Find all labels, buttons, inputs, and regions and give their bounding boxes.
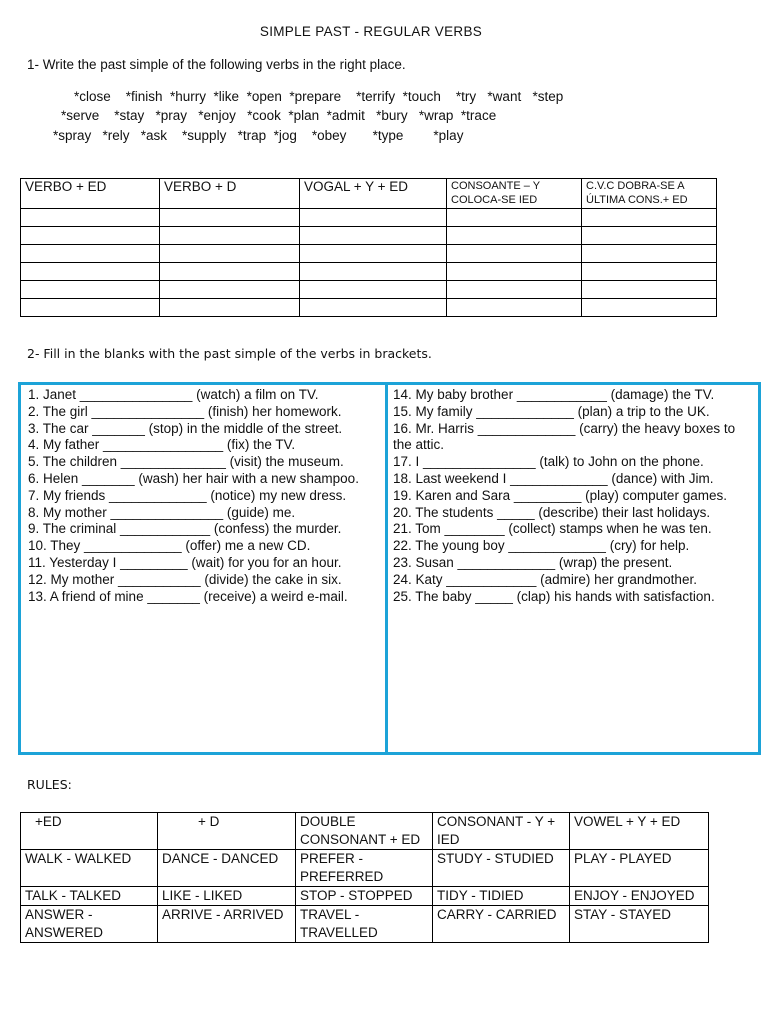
category-header-ed: VERBO + ED [21,179,160,209]
answer-cell[interactable] [582,299,717,317]
fill-blanks-box [18,382,761,755]
rules-cell: TALK - TALKED [21,887,158,906]
rules-label: RULES: [27,777,72,792]
answer-cell[interactable] [160,245,300,263]
exercise-item-20[interactable]: 20. The students _____ (describe) their last holidays. [393,504,711,520]
exercise-item-4[interactable]: 4. My father ________________ (fix) the TV. [28,437,296,453]
answer-cell[interactable] [21,263,160,281]
exercise-item-12[interactable]: 12. My mother ___________ (divide) the cake in six. [28,571,342,587]
exercise-item-11[interactable]: 11. Yesterday I _________ (wait) for you for an hour. [28,554,342,570]
answer-cell[interactable] [21,281,160,299]
exercise-item-8[interactable]: 8. My mother _______________ (guide) me. [28,504,296,520]
exercise-item-21[interactable]: 21. Tom ________ (collect) stamps when he was ten. [393,521,712,537]
rules-cell: STUDY - STUDIED [433,850,570,887]
answer-cell[interactable] [582,281,717,299]
verb-category-table [20,178,717,317]
rules-cell: STAY - STAYED [570,906,709,943]
rules-cell: TIDY - TIDIED [433,887,570,906]
answer-cell[interactable] [300,299,447,317]
rules-header-row [21,813,709,850]
answer-cell[interactable] [300,227,447,245]
answer-cell[interactable] [160,263,300,281]
answer-row [21,245,717,263]
answer-cell[interactable] [447,299,582,317]
exercise-item-5[interactable]: 5. The children ______________ (visit) the museum. [28,454,344,470]
exercise-item-22[interactable]: 22. The young boy _____________ (cry) for help. [393,538,690,554]
rules-cell: TRAVEL - TRAVELLED [296,906,433,943]
exercise-item-10[interactable]: 10. They _____________ (offer) me a new CD. [28,538,311,554]
category-header-consonant-y: CONSOANTE – Y COLOCA-SE IED [447,179,582,209]
rules-header-d: + D [158,813,296,850]
exercise1-instruction: 1- Write the past simple of the following verbs in the right place. [27,57,406,72]
exercise-item-16[interactable]: 16. Mr. Harris _____________ (carry) the heavy boxes to the attic. [393,420,736,453]
answer-cell[interactable] [300,281,447,299]
exercise2-instruction: 2- Fill in the blanks with the past simple of the verbs in brackets. [27,346,432,361]
exercise-item-24[interactable]: 24. Katy ____________ (admire) her grandmother. [393,571,697,587]
exercise-item-15[interactable]: 15. My family _____________ (plan) a trip to the UK. [393,403,710,419]
exercise-item-23[interactable]: 23. Susan _____________ (wrap) the present. [393,554,673,570]
answer-cell[interactable] [160,299,300,317]
answer-cell[interactable] [582,209,717,227]
exercise-item-14[interactable]: 14. My baby brother ____________ (damage) the TV. [393,387,715,402]
page-title: SIMPLE PAST - REGULAR VERBS [259,24,483,39]
answer-cell[interactable] [447,227,582,245]
verb-list-line-1: *close *finish *hurry *like *open *prepare *terrify *touch *try *want *step [74,89,564,104]
category-header-cvc: C.V.C DOBRA-SE A ÚLTIMA CONS.+ ED [582,179,717,209]
answer-row [21,281,717,299]
answer-cell[interactable] [21,209,160,227]
rules-header-ed: +ED [21,813,158,850]
answer-cell[interactable] [447,245,582,263]
answer-row [21,209,717,227]
exercise-item-3[interactable]: 3. The car _______ (stop) in the middle of the street. [28,420,343,436]
rules-cell: ENJOY - ENJOYED [570,887,709,906]
answer-cell[interactable] [160,281,300,299]
exercise-item-6[interactable]: 6. Helen _______ (wash) her hair with a new shampoo. [28,470,359,486]
answer-cell[interactable] [160,227,300,245]
answer-cell[interactable] [21,227,160,245]
rules-row [21,906,709,943]
exercise-item-2[interactable]: 2. The girl _______________ (finish) her homework. [28,403,342,419]
exercise-item-9[interactable]: 9. The criminal ____________ (confess) the murder. [28,521,342,537]
rules-cell: CARRY - CARRIED [433,906,570,943]
exercise-item-19[interactable]: 19. Karen and Sara _________ (play) computer games. [393,487,727,503]
answer-cell[interactable] [447,263,582,281]
rules-cell: ANSWER - ANSWERED [21,906,158,943]
answer-cell[interactable] [21,299,160,317]
column-divider [385,385,388,752]
answer-row [21,299,717,317]
rules-cell: WALK - WALKED [21,850,158,887]
rules-table [20,812,709,943]
category-header-d: VERBO + D [160,179,300,209]
exercise-item-18[interactable]: 18. Last weekend I _____________ (dance) with Jim. [393,470,714,486]
exercise-column-right [393,387,755,605]
rules-cell: STOP - STOPPED [296,887,433,906]
answer-cell[interactable] [582,227,717,245]
answer-cell[interactable] [160,209,300,227]
answer-cell[interactable] [447,209,582,227]
rules-cell: DANCE - DANCED [158,850,296,887]
answer-cell[interactable] [582,263,717,281]
exercise-item-17[interactable]: 17. I _______________ (talk) to John on the phone. [393,454,704,470]
exercise-item-13[interactable]: 13. A friend of mine _______ (receive) a weird e-mail. [28,588,348,604]
answer-cell[interactable] [582,245,717,263]
rules-header-vowel-y: VOWEL + Y + ED [570,813,709,850]
exercise-item-7[interactable]: 7. My friends _____________ (notice) my new dress. [28,487,347,503]
answer-cell[interactable] [300,209,447,227]
answer-cell[interactable] [300,263,447,281]
rules-row [21,887,709,906]
verb-list-line-3: *spray *rely *ask *supply *trap *jog *obey *type *play [53,128,464,143]
answer-cell[interactable] [21,245,160,263]
verb-list-line-2: *serve *stay *pray *enjoy *cook *plan *admit *bury *wrap *trace [61,108,497,123]
exercise-item-1[interactable]: 1. Janet _______________ (watch) a film on TV. [28,387,319,402]
answer-cell[interactable] [447,281,582,299]
rules-cell: PREFER - PREFERRED [296,850,433,887]
rules-header-double-consonant: DOUBLE CONSONANT + ED [296,813,433,850]
rules-cell: PLAY - PLAYED [570,850,709,887]
exercise-column-left [28,387,376,605]
rules-header-consonant-y: CONSONANT - Y + IED [433,813,570,850]
rules-row [21,850,709,887]
answer-row [21,263,717,281]
rules-cell: LIKE - LIKED [158,887,296,906]
answer-row [21,227,717,245]
category-header-vowel-y: VOGAL + Y + ED [300,179,447,209]
answer-cell[interactable] [300,245,447,263]
rules-cell: ARRIVE - ARRIVED [158,906,296,943]
exercise-item-25[interactable]: 25. The baby _____ (clap) his hands with satisfaction. [393,588,715,604]
